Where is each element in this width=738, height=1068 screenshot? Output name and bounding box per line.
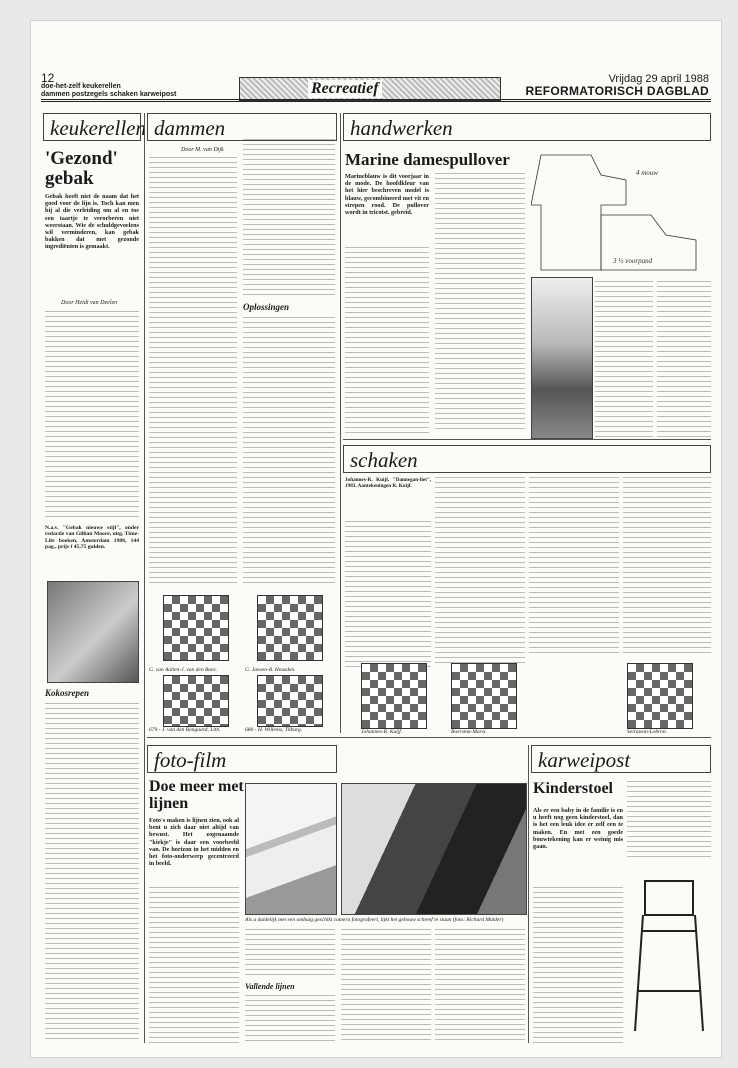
page-number: 12	[41, 71, 55, 85]
schaken-column-3	[529, 477, 619, 657]
chair-back	[645, 881, 693, 915]
column-rule	[528, 745, 529, 1043]
foto-film-column-3	[341, 929, 431, 1043]
recipe-title: Kokosrepen	[45, 688, 90, 698]
building-photo-2	[341, 783, 527, 915]
section-dammen: dammen	[147, 113, 337, 141]
foto-film-column-2a	[245, 929, 335, 979]
pattern-label-1: 4 mouw	[636, 169, 658, 177]
pattern-diagram	[531, 145, 711, 277]
chair-leg-right	[695, 915, 703, 1031]
section-karweipost: karweipost	[531, 745, 711, 773]
keukerellen-byline: Door Heidi van Deelen	[61, 300, 118, 306]
handwerken-column-2	[435, 173, 525, 433]
chess-caption-2: Boersma-Marsi.	[451, 729, 487, 735]
draughts-caption-3: 679 - J. van den Bongaard, Lith.	[149, 727, 221, 733]
foto-film-caption: Als u duidelijk met een ombuig geschikt camera fotografeert, lijkt het gebouw schreef te staan (foto: Richard Mulder)	[245, 917, 504, 923]
foto-film-column-2b	[245, 995, 335, 1043]
schaken-column-1	[345, 521, 431, 671]
high-chair-drawing	[631, 871, 707, 1039]
dammen-byline: Door M. van Dijk	[181, 147, 224, 153]
section-keukerellen: keukerellen	[43, 113, 141, 141]
schaken-column-4	[623, 477, 711, 657]
schaken-column-2	[435, 477, 525, 667]
chess-diagram-3	[627, 663, 693, 729]
chess-diagram-1	[361, 663, 427, 729]
schaken-byline: Johannes-R. Kuijf, "Dannegan-liet", 1983. Aantekeningen R. Kuijf.	[345, 477, 431, 489]
dammen-column-3	[243, 317, 335, 587]
section-schaken: schaken	[343, 445, 711, 473]
chess-caption-1: Johannes-R. Kuijf.	[361, 729, 403, 735]
tagline-line-2: dammen postzegels schaken karweipost	[41, 91, 177, 98]
section-rule	[343, 439, 711, 440]
keukerellen-headline: 'Gezond' gebak	[45, 148, 118, 189]
draughts-diagram-1	[163, 595, 229, 661]
banner-title: Recreatief	[308, 80, 382, 98]
handwerken-column-3	[595, 281, 653, 437]
chess-caption-3: Seirawan-Lobron.	[627, 729, 667, 735]
cake-photo	[47, 581, 139, 683]
draughts-diagram-3	[163, 675, 229, 727]
newspaper-name: REFORMATORISCH DAGBLAD	[525, 84, 709, 98]
draughts-diagram-2	[257, 595, 323, 661]
handwerken-lead: Marineblauw is dit voorjaar in de mode. De hoofdkleur van het hier beschreven model is blauw, gecombineerd met vit en strepen rood. De pullover wordt in tricotst. gebreid.	[345, 173, 429, 217]
chair-leg-left	[635, 915, 643, 1031]
chess-diagram-2	[451, 663, 517, 729]
dammen-column-1	[149, 157, 237, 587]
dammen-column-2	[243, 139, 335, 299]
foto-film-headline: Doe meer met lijnen	[149, 778, 244, 812]
foto-film-lead: Foto's maken is lijnen zien, ook al bent u zich daar niet altijd van bewust. Het zogenaamde "kiekje" is daar een voorbeeld van. De horizon in het midden en het foto-onderwerp gecentreerd in beeld.	[149, 817, 239, 868]
handwerken-column-1	[345, 247, 429, 433]
draughts-caption-2: G. Jansen-R. Heusden.	[245, 667, 296, 673]
handwerken-headline: Marine damespullover	[345, 150, 510, 169]
recipe-text	[45, 703, 139, 1043]
keukerellen-lead: Gebak heeft niet de naam dat het goed voor de lijn is. Toch kan men bij al die verleiding om al en toe een taartje te verorberen niet weerstaan. Wie de schuldgevoelens wil verminderen, kan gebak bakken dat met gezonde ingrediënten is gemaakt.	[45, 193, 139, 251]
foto-film-subhead: Vallende lijnen	[245, 982, 295, 991]
draughts-caption-4: 680 - H. Willems, Tilburg.	[245, 727, 303, 733]
issue-date: Vrijdag 29 april 1988	[608, 73, 709, 85]
karweipost-column-2	[627, 781, 711, 861]
recreatief-banner	[239, 77, 501, 101]
section-rule	[147, 737, 711, 738]
handwerken-column-4	[657, 281, 711, 437]
section-tagline	[41, 83, 176, 99]
karweipost-column-1	[533, 887, 623, 1043]
draughts-caption-1: G. van Aalten-J. van den Boez.	[149, 667, 218, 673]
masthead	[31, 21, 721, 103]
karweipost-lead: Als er een baby in de familie is en u heeft nog geen kinderstoel, dan is het een leuk idee er zelf een te maken. En met een goede bouwtekening kan er weinig mis gaan.	[533, 807, 623, 851]
column-rule	[144, 113, 145, 1043]
book-reference: N.a.v. "Gebak nieuwe stijl", onder redactie van Gillian Moore, uitg. Time-Life boeken, Amsterdam 1988, 144 pag., prijs f 45,75 gulden.	[45, 525, 139, 551]
foto-film-column-1	[149, 887, 239, 1043]
model-photo	[531, 277, 593, 439]
section-foto-film: foto-film	[147, 745, 337, 773]
newspaper-page	[30, 20, 722, 1058]
tagline-line-1: doe-het-zelf keukerellen	[41, 83, 121, 90]
foto-film-column-4	[435, 929, 525, 1043]
pattern-label-2: 3 ½ voorpand	[613, 257, 653, 265]
masthead-rule	[41, 99, 711, 102]
column-rule	[340, 113, 341, 733]
keukerellen-body-text	[45, 311, 139, 521]
pattern-shape-1	[531, 155, 626, 270]
karweipost-headline: Kinderstoel	[533, 780, 613, 797]
dammen-subhead: Oplossingen	[243, 302, 290, 312]
draughts-diagram-4	[257, 675, 323, 727]
building-photo-1	[245, 783, 337, 915]
section-handwerken: handwerken	[343, 113, 711, 141]
